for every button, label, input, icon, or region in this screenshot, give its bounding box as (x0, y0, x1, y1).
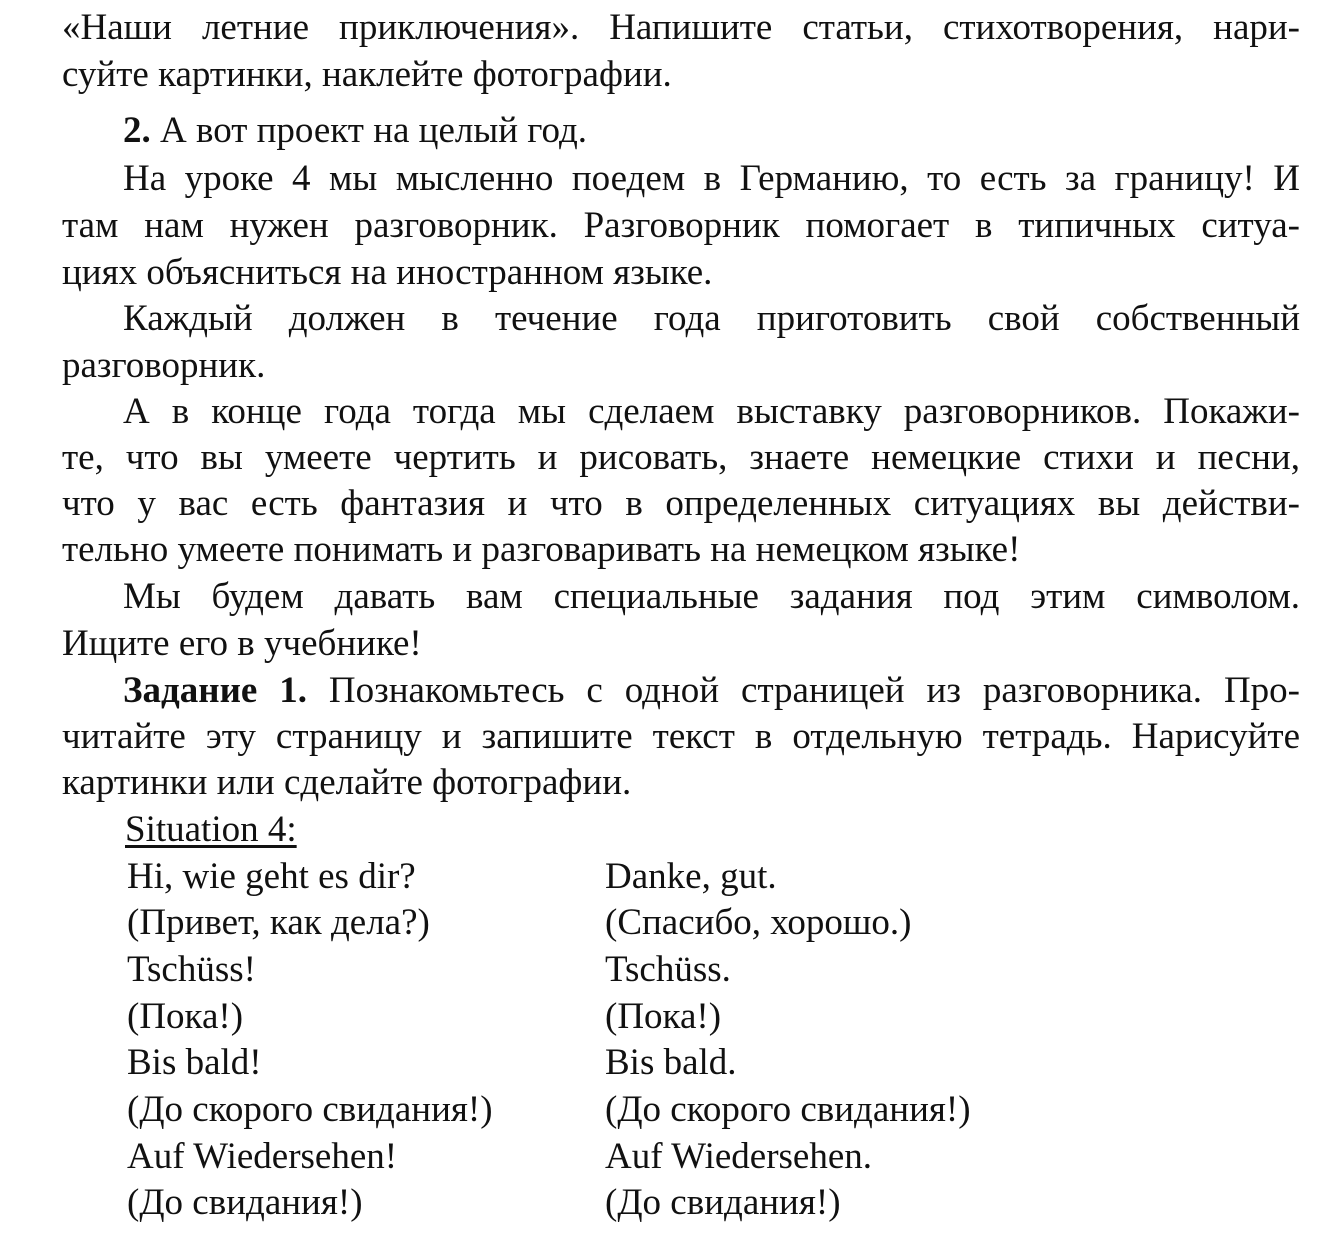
paragraph-1-line-1: На уроке 4 мы мысленно поедем в Германию, то есть за границу! И (123, 158, 1300, 199)
task-line-3: картинки или сделайте фотографии. (62, 762, 632, 803)
phrase-right: (Спасибо, хорошо.) (605, 902, 912, 943)
phrase-right: Tschüss. (605, 949, 731, 990)
phrase-right: (До свидания!) (605, 1182, 841, 1223)
project-heading (123, 108, 1300, 154)
paragraph-4-line-1: Мы будем давать вам специальные задания под этим символом. (123, 576, 1300, 617)
phrase-left: Auf Wiedersehen! (127, 1136, 398, 1177)
project-number: 2. (123, 110, 151, 151)
phrase-right: (Пока!) (605, 996, 722, 1037)
situation-heading: Situation 4: (125, 809, 297, 850)
task-line-1 (123, 668, 1300, 714)
phrase-right: (До скорого свидания!) (605, 1089, 971, 1130)
phrase-right: Auf Wiedersehen. (605, 1136, 873, 1177)
paragraph-3-line-1: А в конце года тогда мы сделаем выставку разговорников. Покажи- (123, 391, 1300, 432)
task-label: Задание 1. (123, 670, 307, 711)
phrase-left: (Привет, как дела?) (127, 902, 430, 943)
paragraph-3-line-3: что у вас есть фантазия и что в определенных ситуациях вы действи- (62, 483, 1300, 524)
task-text: Познакомьтесь с одной страницей из разговорника. Про- (306, 670, 1300, 711)
phrase-right: Bis bald. (605, 1042, 737, 1083)
paragraph-3-line-4: тельно умеете понимать и разговаривать на немецком языке! (62, 529, 1021, 570)
paragraph-4-line-2: Ищите его в учебнике! (62, 623, 422, 664)
phrase-left: (До скорого свидания!) (127, 1089, 493, 1130)
paragraph-2-line-1: Каждый должен в течение года приготовить свой собственный (123, 298, 1300, 339)
paragraph-2-line-2: разговорник. (62, 345, 266, 386)
paragraph-1-line-3: циях объясниться на иностранном языке. (62, 252, 713, 293)
phrase-left: (Пока!) (127, 996, 244, 1037)
phrase-left: (До свидания!) (127, 1182, 363, 1223)
phrase-left: Tschüss! (127, 949, 256, 990)
phrase-left: Bis bald! (127, 1042, 262, 1083)
task-line-2: читайте эту страницу и запишите текст в отдельную тетрадь. Нарисуйте (62, 716, 1300, 757)
phrase-left: Hi, wie geht es dir? (127, 856, 416, 897)
paragraph-3-line-2: те, что вы умеете чертить и рисовать, знаете немецкие стихи и песни, (62, 437, 1300, 478)
phrase-right: Danke, gut. (605, 856, 777, 897)
intro-line-2: суйте картинки, наклейте фотографии. (62, 54, 672, 95)
paragraph-1-line-2: там нам нужен разговорник. Разговорник помогает в типичных ситуа- (62, 205, 1300, 246)
project-title: А вот проект на целый год. (150, 110, 588, 151)
intro-line-1: «Наши летние приключения». Напишите статьи, стихотворения, нари- (62, 7, 1300, 48)
